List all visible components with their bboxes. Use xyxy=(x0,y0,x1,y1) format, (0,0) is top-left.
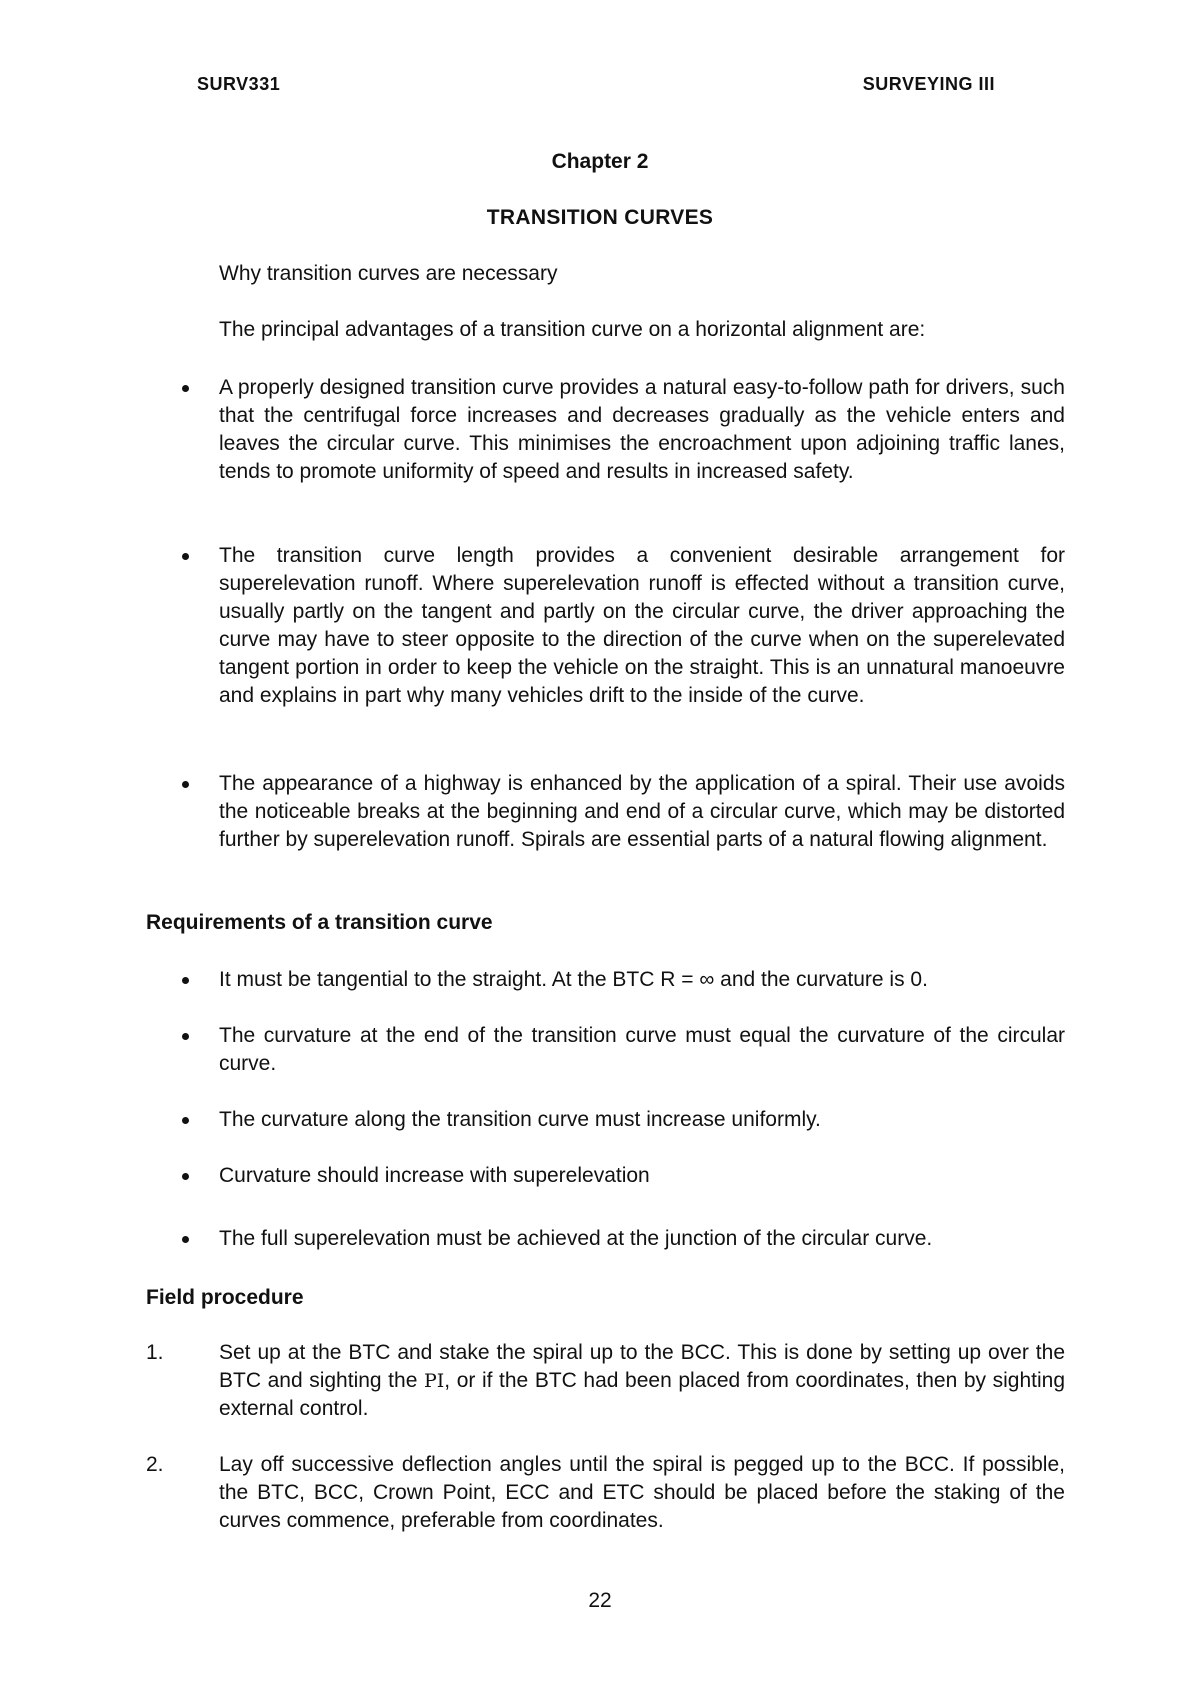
list-item xyxy=(180,1225,1065,1253)
bullet-icon xyxy=(182,385,189,392)
bullet-icon xyxy=(182,977,189,984)
list-item xyxy=(180,542,1065,710)
field-procedure-heading: Field procedure xyxy=(146,1286,304,1309)
list-item xyxy=(180,966,1065,994)
requirement-text: It must be tangential to the straight. At the BTC R = ∞ and the curvature is 0. xyxy=(219,968,928,991)
list-item xyxy=(180,1162,1065,1190)
requirement-item-1-wrapper xyxy=(180,966,1065,994)
page-number: 22 xyxy=(588,1589,612,1612)
pi-symbol: PI xyxy=(423,1370,445,1392)
header-course-code: SURV331 xyxy=(197,74,281,94)
advantages-list-item-3-wrapper xyxy=(180,770,1065,854)
field-step-1-wrapper xyxy=(146,1339,1065,1423)
requirement-item-4-wrapper xyxy=(180,1162,1065,1190)
requirement-item-3-wrapper xyxy=(180,1106,1065,1134)
step-text-before: Set up at the BTC and stake the spiral up to the BCC. This is done by setting up over the BTC and sighting the xyxy=(219,1341,1065,1392)
advantages-list-item-2-wrapper xyxy=(180,542,1065,710)
bullet-icon xyxy=(182,553,189,560)
page-title: TRANSITION CURVES xyxy=(486,206,714,229)
requirement-item-2-wrapper xyxy=(180,1022,1065,1078)
requirements-heading: Requirements of a transition curve xyxy=(146,911,493,934)
requirement-text: The full superelevation must be achieved at the junction of the circular curve. xyxy=(219,1227,933,1250)
field-step-2-wrapper xyxy=(146,1451,1065,1535)
requirement-item-5-wrapper xyxy=(180,1225,1065,1253)
requirement-text: The curvature at the end of the transition curve must equal the curvature of the circular curve. xyxy=(219,1024,1065,1075)
list-item xyxy=(180,374,1065,486)
why-heading: Why transition curves are necessary xyxy=(219,262,558,285)
intro-paragraph: The principal advantages of a transition curve on a horizontal alignment are: xyxy=(219,318,926,341)
header-course-title: SURVEYING III xyxy=(862,74,995,94)
step-number: 2. xyxy=(146,1453,164,1476)
advantages-list-item-1-wrapper xyxy=(180,374,1065,486)
step-text-after: , or if the BTC had been placed from coordinates, then by sighting external control. xyxy=(219,1369,1065,1420)
bullet-icon xyxy=(182,1117,189,1124)
list-item xyxy=(146,1339,1065,1423)
bullet-icon xyxy=(182,1236,189,1243)
advantage-text: The transition curve length provides a convenient desirable arrangement for superelevation runoff. Where superelevation runoff is effected without a transition curve, usually partly on the tangent and partly on the circular curve, the driver approaching the curve may have to steer opposite to the direction of the curve when on the superelevated tangent portion in order to keep the vehicle on the straight. This is an unnatural manoeuvre and explains in part why many vehicles drift to the inside of the curve. xyxy=(219,544,1065,707)
advantage-text: A properly designed transition curve provides a natural easy-to-follow path for drivers, such that the centrifugal force increases and decreases gradually as the vehicle enters and leaves the circular curve. This minimises the encroachment upon adjoining traffic lanes, tends to promote uniformity of speed and results in increased safety. xyxy=(219,376,1065,483)
chapter-label: Chapter 2 xyxy=(551,150,649,173)
requirement-text: Curvature should increase with superelevation xyxy=(219,1164,650,1187)
requirement-text: The curvature along the transition curve must increase uniformly. xyxy=(219,1108,821,1131)
step-number: 1. xyxy=(146,1341,164,1364)
list-item xyxy=(180,1106,1065,1134)
list-item xyxy=(180,1022,1065,1078)
list-item xyxy=(146,1451,1065,1535)
list-item xyxy=(180,770,1065,854)
bullet-icon xyxy=(182,1033,189,1040)
bullet-icon xyxy=(182,781,189,788)
advantage-text: The appearance of a highway is enhanced by the application of a spiral. Their use avoids the noticeable breaks at the beginning and end of a circular curve, which may be distorted further by superelevation runoff. Spirals are essential parts of a natural flowing alignment. xyxy=(219,772,1065,851)
bullet-icon xyxy=(182,1173,189,1180)
step-text: Lay off successive deflection angles until the spiral is pegged up to the BCC. If possible, the BTC, BCC, Crown Point, ECC and ETC should be placed before the staking of the curves commence, preferable from coordinates. xyxy=(219,1453,1065,1532)
